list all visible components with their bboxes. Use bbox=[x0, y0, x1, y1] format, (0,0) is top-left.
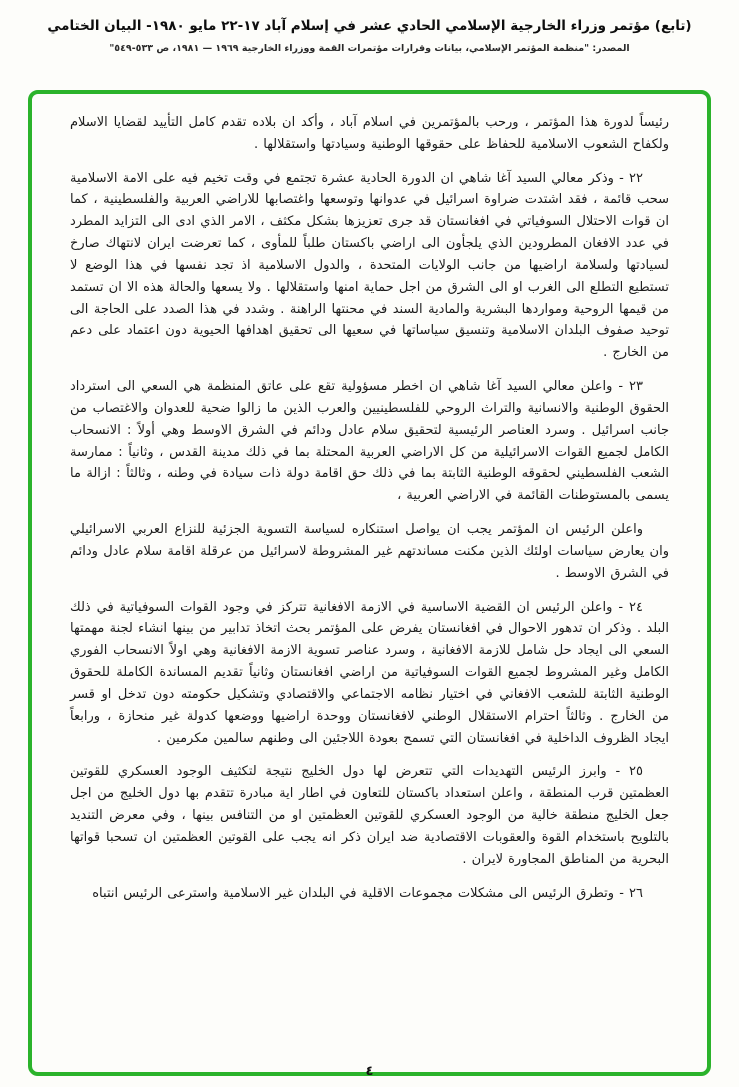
paragraph-24: ٢٤ - واعلن الرئيس ان القضية الاساسية في الازمة الافغانية تتركز في وجود القوات السوفياتية في ذلك البلد . وذكر ان تدهور الاحوال في افغانستان يفرض على المؤتمر بحث اتخاذ تدابير من بينها انشاء لجنة مهمتها السعي الى ايجاد حل شامل للازمة الافغانية ، وسرد عناصر تسوية الازمة الافغانية وهي اولاً الانسحاب الفوري الكامل وغير المشروط لجميع القوات السوفياتية من اراضي افغانستان وثانياً تقديم المساندة الكاملة للحقوق الوطنية الثابتة للشعب الافغاني في اختيار نظامه الاجتماعي والاقتصادي وتشكيل حكومته دون تدخل او قسر من الخارج . وثالثاً احترام الاستقلال الوطني لافغانستان ووحدة اراضيها ووضعها كدولة غير منحازة ، ورابعاً ايجاد الظروف الداخلية في افغانستان التي تسمح بعودة اللاجئين الى وطنهم سالمين مكرمين . bbox=[70, 599, 669, 746]
page-number: ٤ bbox=[365, 1064, 374, 1079]
paragraph-23-continuation: واعلن الرئيس ان المؤتمر يجب ان يواصل استنكاره لسياسة التسوية الجزئية للنزاع العربي الاسرائيلي وان يعارض سياسات اولئك الذين مكنت مساندتهم غير المشروطة لاسرائيل من عرقلة اقامة سلام عادل ودائم في الشرق الاوسط . bbox=[70, 522, 669, 581]
document-title: (تابع) مؤتمر وزراء الخارجية الإسلامي الحادي عشر في إسلام آباد ١٧-٢٢ مايو ١٩٨٠- البيان الختامي bbox=[47, 18, 692, 34]
content-frame bbox=[28, 90, 711, 1076]
document-source: المصدر: "منظمة المؤتمر الإسلامي، بيانات وقرارات مؤتمرات القمة ووزراء الخارجية ١٩٦٩ — ١٩٨١، ص ٥٣٣-٥٤٩" bbox=[109, 43, 630, 55]
paragraph-26: ٢٦ - وتطرق الرئيس الى مشكلات مجموعات الاقلية في البلدان غير الاسلامية واسترعى الرئيس انتباه bbox=[92, 885, 643, 901]
paragraph-25: ٢٥ - وابرز الرئيس التهديدات التي تتعرض لها دول الخليج نتيجة لتكثيف الوجود العسكري للقوتين العظمتين قرب المنطقة ، واعلن استعداد باكستان للتعاون في اطار اية مبادرة تتقدم بها دول الخليج من اجل جعل الخليج منطقة خالية من الوجود العسكري للقوتين العظمتين او من التنافس بينها ، وفي معرض التنديد بالتلويح باستخدام القوة والعقوبات الاقتصادية ضد ايران ذكر انه يجب على القوتين العظمتين ان تسحبا قواتها البحرية من المناطق المجاورة لايران . bbox=[70, 764, 669, 867]
paragraph-22: ٢٢ - وذكر معالي السيد آغا شاهي ان الدورة الحادية عشرة تجتمع في وقت تخيم فيه على الامة الاسلامية سحب قائمة ، فقد اشتدت ضراوة اسرائيل في عدوانها وتوسعها واغتصابها للاراضي العربية والفلسطينية ، كما ان قوات الاحتلال السوفياتي في افغانستان قد جرى تعزيزها بشكل مكثف ، الامر الذي ادى الى التزايد المطرد في عدد الافغان المطرودين الذي يلجأون الى اراضي باكستان طلباً للمأوى ، كما تعرضت ايران لانتهاك صارخ لسيادتها ولسلامة اراضيها من جانب الولايات المتحدة ، والدول الاسلامية اذ تجد نفسها في هذا الوضع لا تستطيع التطلع الى الغرب او الى الشرق من اجل حماية امنها واستقلالها . ولا يسعها والحالة هذه الا ان تستمد من قيمها الروحية ومواردها البشرية والمادية السند في محنتها الراهنة . وشدد في هذا الصدد على الحاجة الى توحيد صفوف البلدان الاسلامية وتنسيق سياساتها في سعيها الى تحقيق اهدافها الحيوية دون اعتماد على دعم من الخارج . bbox=[70, 170, 669, 361]
paragraph-continuation: رئيساً لدورة هذا المؤتمر ، ورحب بالمؤتمرين في اسلام آباد ، وأكد ان بلاده تقدم كامل التأييد لقضايا الاسلام ولكفاح الشعوب الاسلامية للحفاظ على حقوقها الوطنية وسيادتها واستقلالها . bbox=[70, 115, 669, 152]
page-header bbox=[0, 0, 739, 54]
paragraph-23: ٢٣ - واعلن معالي السيد آغا شاهي ان اخطر مسؤولية تقع على عاتق المنظمة هي السعي الى استرداد الحقوق الوطنية والانسانية والتراث الروحي للفلسطينيين والعرب الذين ما زالوا ضحية للعدوان والاغتصاب من جانب اسرائيل . وسرد العناصر الرئيسية لتحقيق سلام عادل ودائم في الشرق الاوسط وهي أولاً : الانسحاب الكامل لجميع القوات الاسرائيلية من كل الاراضي العربية المحتلة بما في ذلك مدينة القدس ، وثانياً : ممارسة الشعب الفلسطيني لحقوقه الوطنية الثابتة بما في ذلك حق اقامة دولة ذات سيادة في وطنه ، وثالثاً : ازالة ما يسمى بالمستوطنات القائمة في الاراضي العربية ، bbox=[70, 379, 669, 504]
